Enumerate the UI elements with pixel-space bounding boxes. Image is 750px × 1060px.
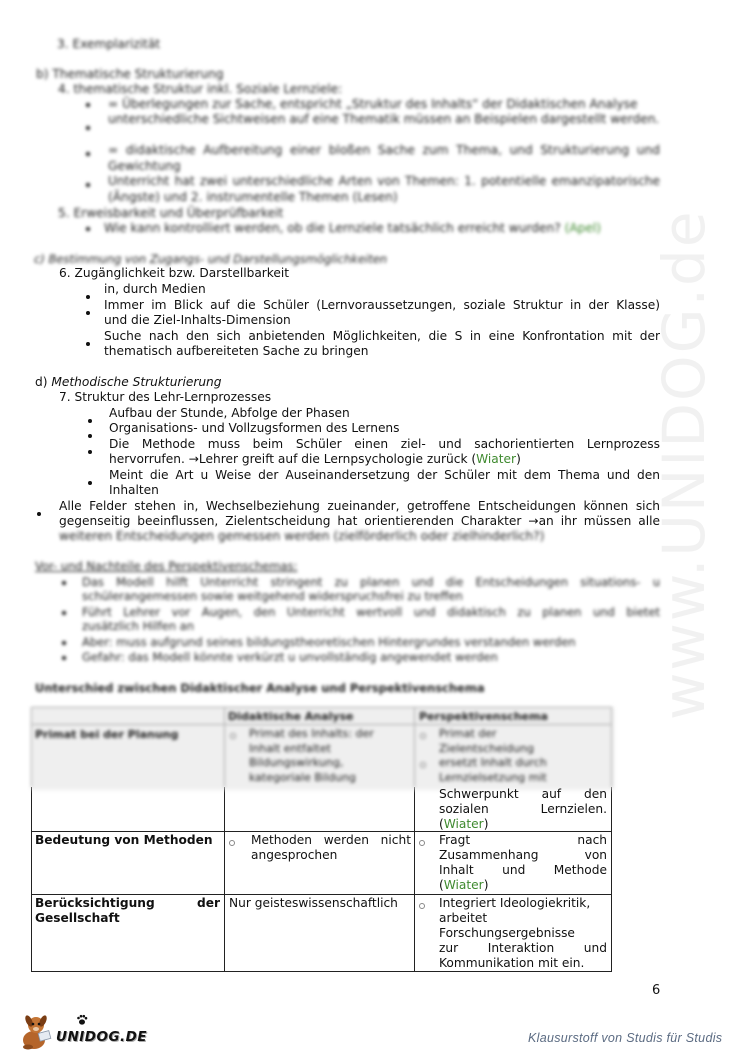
table-border <box>224 787 225 972</box>
cell-text: Inhalt und Methode <box>439 863 607 877</box>
bullet-icon <box>88 450 92 454</box>
logo-text: UNIDOG.DE <box>56 1029 148 1045</box>
list-item: unterschiedliche Sichtweisen auf eine Thematik müssen an Beispielen dargestellt werden. <box>108 112 660 126</box>
item-4: 4. thematische Struktur inkl. Soziale Lernziele: <box>58 82 343 96</box>
pros-cons-heading: Vor- und Nachteile des Perspektivenschemas: <box>35 559 298 573</box>
bullet-icon <box>86 295 90 299</box>
page-number: 6 <box>652 983 661 998</box>
list-item: Immer im Blick auf die Schüler (Lernvoraussetzungen, soziale Struktur in der Klasse) <box>104 298 660 312</box>
list-item-continuation <box>109 451 521 467</box>
item-6: 6. Zugänglichkeit bzw. Darstellbarkeit <box>59 266 290 280</box>
cell-text: Forschungsergebnisse <box>439 926 575 940</box>
bullet-icon <box>88 434 92 438</box>
list-item: Aufbau der Stunde, Abfolge der Phasen <box>109 406 350 420</box>
list-item-continuation: und die Ziel-Inhalts-Dimension <box>104 313 291 327</box>
citation-wiater: Wiater <box>443 878 484 892</box>
cell-citation: (Wiater) <box>439 817 489 831</box>
cell-text: Nur geisteswissenschaftlich <box>229 896 398 910</box>
cell-text: Methoden werden nicht <box>251 833 411 847</box>
list-item: in, durch Medien <box>104 282 206 296</box>
unidog-logo[interactable] <box>20 1012 150 1052</box>
cell-text: Integriert Ideologiekritik, <box>439 896 591 910</box>
list-item: Alle Felder stehen in, Wechselbeziehung zueinander, getroffene Entscheidungen können sich <box>59 499 660 513</box>
list-item: Meint die Art u Weise der Auseinandersetzung der Schüler mit dem Thema und den <box>109 468 660 482</box>
row-label: Berücksichtigung der <box>35 896 220 910</box>
table-border <box>31 894 612 895</box>
cell-text: Schwerpunkt auf den <box>439 787 607 801</box>
list-item-continuation-blurred: weiteren Entscheidungen gemessen werden (zielförderlich oder zielhinderlich?) <box>59 529 545 543</box>
circle-bullet-icon <box>229 840 235 846</box>
row-label: Primat bei der Planung <box>35 728 179 741</box>
list-item-text: hervorrufen. →Lehrer greift auf die Lernpsychologie zurück ( <box>109 452 477 466</box>
list-item <box>104 220 601 236</box>
comparison-table <box>31 707 611 971</box>
footer-tagline: Klausurstoff von Studis für Studis <box>528 1031 723 1045</box>
circle-bullet-icon <box>230 733 236 739</box>
list-item: Suche nach den sich anbietenden Möglichkeiten, die S in eine Konfrontation mit der <box>104 329 660 343</box>
cell-text: Primat der Zielentscheidung ersetzt Inhalt durch Lernzielsetzung mit <box>439 727 547 784</box>
bullet-icon <box>62 611 66 615</box>
cell-text: Primat des Inhalts: der Inhalt entfaltet Bildungswirkung, kategoriale Bildung <box>249 727 374 784</box>
list-item-continuation: thematisch aufbereiteten Sache zu bringen <box>104 344 369 358</box>
section-c-heading: c) Bestimmung von Zugangs- und Darstellungsmöglichkeiten <box>34 252 388 266</box>
item-5: 5. Erweisbarkeit und Überprüfbarkeit <box>58 206 284 220</box>
list-item: Gefahr: das Modell könnte verkürzt u unvollständig angewendet werden <box>82 650 498 664</box>
list-item-continuation: Inhalten <box>109 483 159 497</box>
section-d-label: Methodische Strukturierung <box>51 375 222 389</box>
citation-wiater: Wiater <box>443 817 484 831</box>
cell-text: angesprochen <box>251 848 338 862</box>
list-item: Das Modell hilft Unterricht stringent zu planen und die Entscheidungen situations- u <box>82 575 660 589</box>
list-item-continuation: zusätzlich Hilfen an <box>82 619 195 633</box>
column-header: Perspektivenschema <box>419 710 548 723</box>
cell-citation: (Wiater) <box>439 878 489 892</box>
list-item: Aber: muss aufgrund seines bildungstheoretischen Hintergrundes verstanden werden <box>82 635 576 649</box>
row-label-continuation: Gesellschaft <box>35 911 120 925</box>
bullet-icon <box>37 512 41 516</box>
comparison-heading: Unterschied zwischen Didaktischer Analyse und Perspektivenschema <box>35 681 485 695</box>
bullet-icon <box>86 183 90 187</box>
citation-close: ) <box>516 452 521 466</box>
table-border <box>414 787 415 972</box>
list-item-text: Wie kann kontrolliert werden, ob die Lernziele tatsächlich erreicht wurden? <box>104 221 561 235</box>
circle-bullet-icon <box>420 762 426 768</box>
row-label: Bedeutung von Methoden <box>35 833 213 847</box>
bullet-icon <box>88 481 92 485</box>
section-b-heading: b) Thematische Strukturierung <box>36 67 224 81</box>
list-item: = Überlegungen zur Sache, entspricht „Struktur des Inhalts“ der Didaktischen Analyse <box>108 97 638 111</box>
circle-bullet-icon <box>419 840 425 846</box>
circle-bullet-icon <box>419 903 425 909</box>
cell-text: zur Interaktion und <box>439 941 607 955</box>
bullet-icon <box>86 342 90 346</box>
citation-apel: (Apel) <box>564 221 602 235</box>
circle-bullet-icon <box>420 733 426 739</box>
item-7: 7. Struktur des Lehr-Lernprozesses <box>59 390 272 404</box>
watermark: www.UNIDOG.de <box>650 209 718 720</box>
list-item-continuation: gegenseitig beeinflussen, Zielentscheidung hat orientierenden Charakter →an ihr müssen alle <box>59 514 660 528</box>
bullet-icon <box>62 641 66 645</box>
list-item: Organisations- und Vollzugsformen des Lernens <box>109 421 400 435</box>
table-border <box>31 787 32 972</box>
bullet-icon <box>86 227 90 231</box>
bullet-icon <box>88 419 92 423</box>
bullet-icon <box>62 581 66 585</box>
item-3: 3. Exemplarizität <box>57 37 161 51</box>
list-item: Die Methode muss beim Schüler einen ziel- und sachorientierten Lernprozess <box>109 437 660 451</box>
list-item: = didaktische Aufbereitung einer bloßen Sache zum Thema, und Strukturierung und Gewichtung <box>108 143 660 173</box>
dog-mascot-icon <box>20 1012 60 1052</box>
section-d-heading <box>35 374 222 390</box>
paw-icon <box>76 1014 88 1026</box>
table-border <box>31 831 612 832</box>
table-border <box>611 787 612 972</box>
cell-text: Fragt nach <box>439 833 607 847</box>
bullet-icon <box>86 152 90 156</box>
cell-text: arbeitet <box>439 911 488 925</box>
cell-text: sozialen Lernzielen. <box>439 802 607 816</box>
bullet-icon <box>86 103 90 107</box>
bullet-icon <box>86 311 90 315</box>
list-item-continuation: schülerangemessen sowie weitgehend widerspruchsfrei zu treffen <box>82 589 463 603</box>
citation-wiater: Wiater <box>476 452 517 466</box>
list-item: Unterricht hat zwei unterschiedliche Arten von Themen: 1. potentielle emanzipatorische (Ängste) und 2. instrumentelle Themen (Lesen) <box>108 174 660 204</box>
section-d-prefix: d) <box>35 375 48 389</box>
list-item: Führt Lehrer vor Augen, den Unterricht wertvoll und didaktisch zu planen und bietet <box>82 605 660 619</box>
bullet-icon <box>86 126 90 130</box>
bullet-icon <box>62 656 66 660</box>
cell-text: Kommunikation mit ein. <box>439 956 585 970</box>
cell-text: Zusammenhang von <box>439 848 607 862</box>
column-header: Didaktische Analyse <box>228 710 354 723</box>
